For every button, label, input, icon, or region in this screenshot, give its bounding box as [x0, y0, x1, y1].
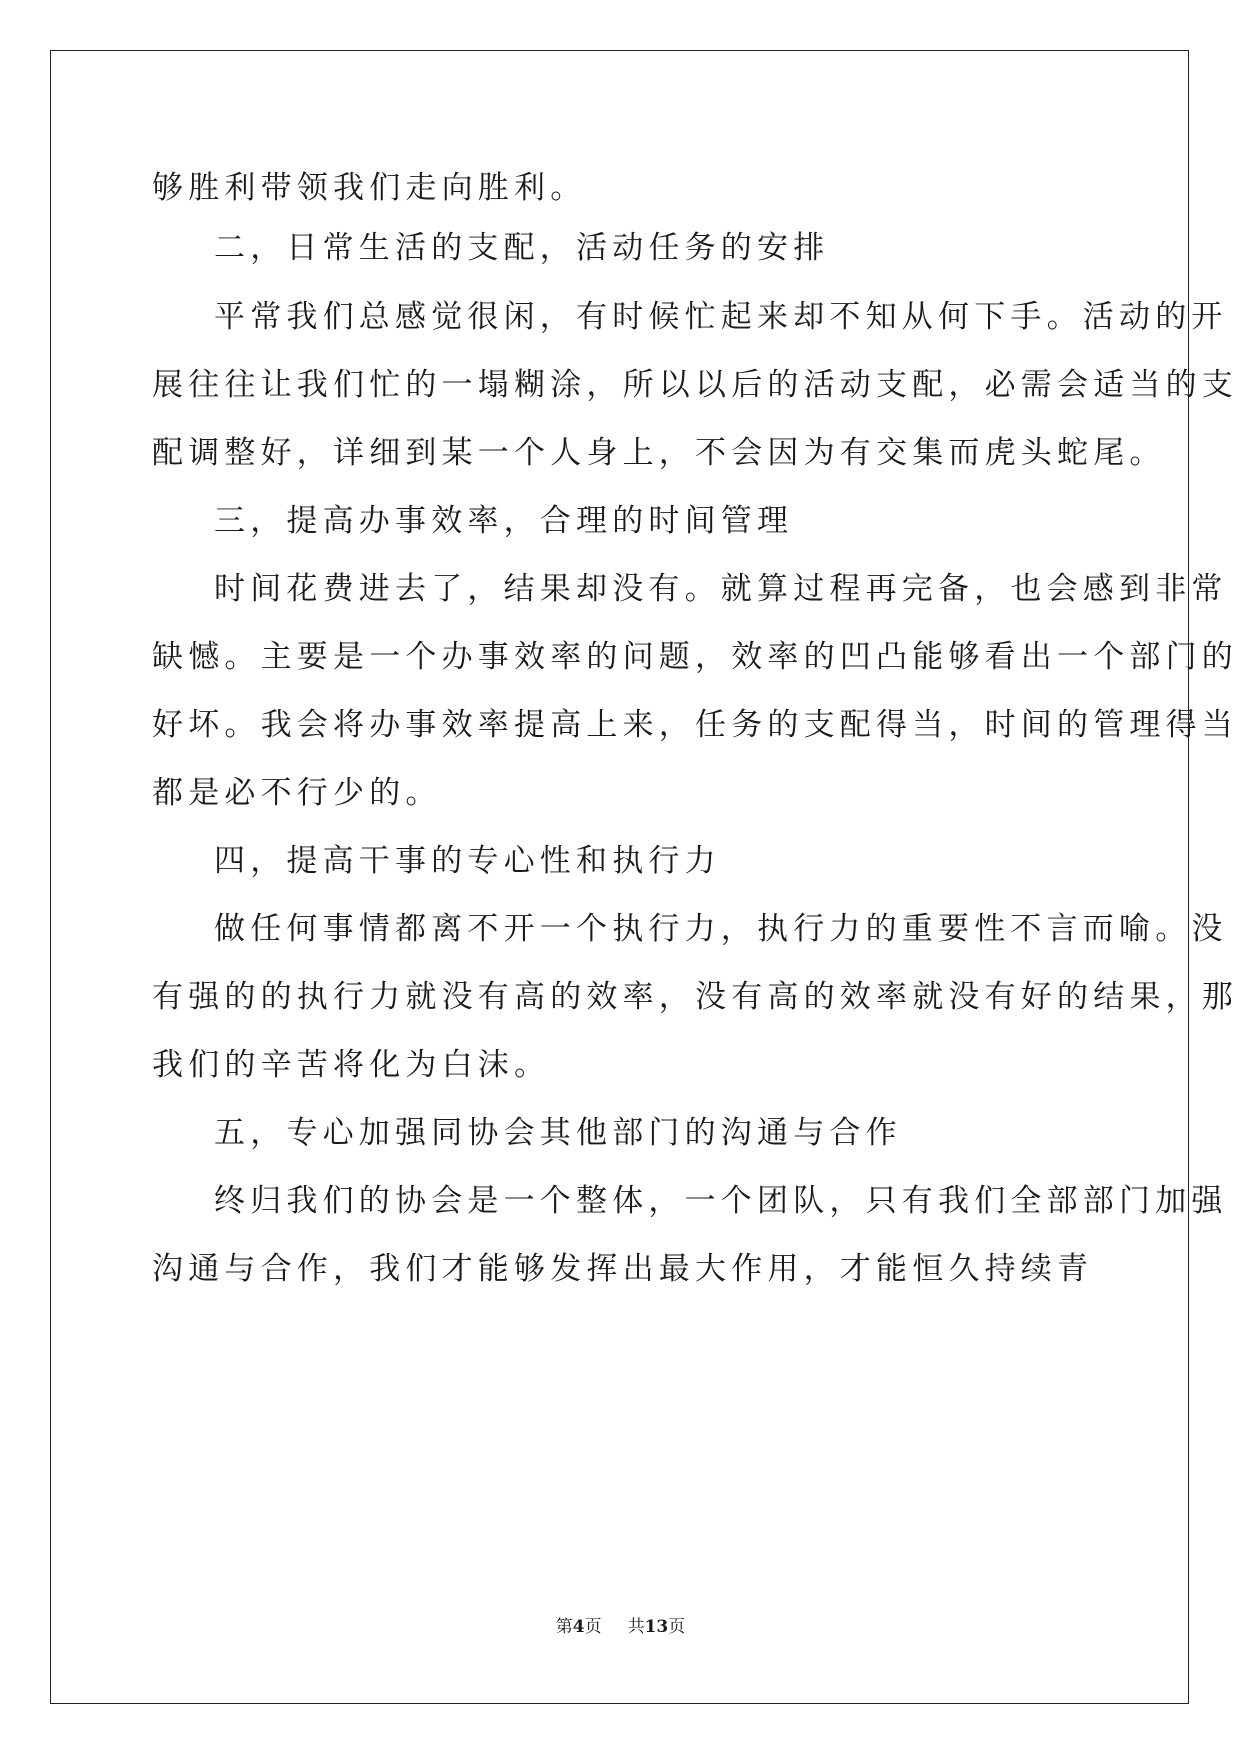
text-line: 好坏。我会将办事效率提高上来，任务的支配得当，时间的管理得当 — [152, 707, 1238, 743]
text-line: 时间花费进去了，结果却没有。就算过程再完备，也会感到非常 — [214, 571, 1228, 607]
page-number: 4 — [572, 1617, 585, 1637]
total-pages: 13 — [644, 1617, 669, 1637]
page-prefix: 第 — [555, 1617, 573, 1637]
text-line: 有强的的执行力就没有高的效率，没有高的效率就没有好的结果，那 — [152, 979, 1238, 1015]
text-line: 平常我们总感觉很闲，有时候忙起来却不知从何下手。活动的开 — [214, 299, 1228, 335]
section-heading: 二，日常生活的支配，活动任务的安排 — [214, 230, 830, 266]
text-line: 我们的辛苦将化为白沫。 — [152, 1047, 551, 1083]
total-prefix: 共 — [627, 1617, 645, 1637]
page-footer — [0, 1616, 1241, 1638]
text-line: 够胜利带领我们走向胜利。 — [152, 170, 587, 206]
section-heading: 三，提高办事效率，合理的时间管理 — [214, 503, 794, 539]
text-line: 沟通与合作，我们才能够发挥出最大作用，才能恒久持续青 — [152, 1251, 1094, 1287]
text-line: 配调整好，详细到某一个人身上，不会因为有交集而虎头蛇尾。 — [152, 435, 1166, 471]
text-line: 缺憾。主要是一个办事效率的问题，效率的凹凸能够看出一个部门的 — [152, 639, 1238, 675]
text-line: 终归我们的协会是一个整体，一个团队，只有我们全部部门加强 — [214, 1183, 1228, 1219]
text-line: 都是必不行少的。 — [152, 775, 442, 811]
page-suffix: 页 — [584, 1617, 602, 1637]
text-line: 做任何事情都离不开一个执行力，执行力的重要性不言而喻。没 — [214, 911, 1228, 947]
text-line: 展往往让我们忙的一塌糊涂，所以以后的活动支配，必需会适当的支 — [152, 367, 1238, 403]
section-heading: 四，提高干事的专心性和执行力 — [214, 843, 721, 879]
total-suffix: 页 — [668, 1617, 686, 1637]
section-heading: 五，专心加强同协会其他部门的沟通与合作 — [214, 1115, 902, 1151]
